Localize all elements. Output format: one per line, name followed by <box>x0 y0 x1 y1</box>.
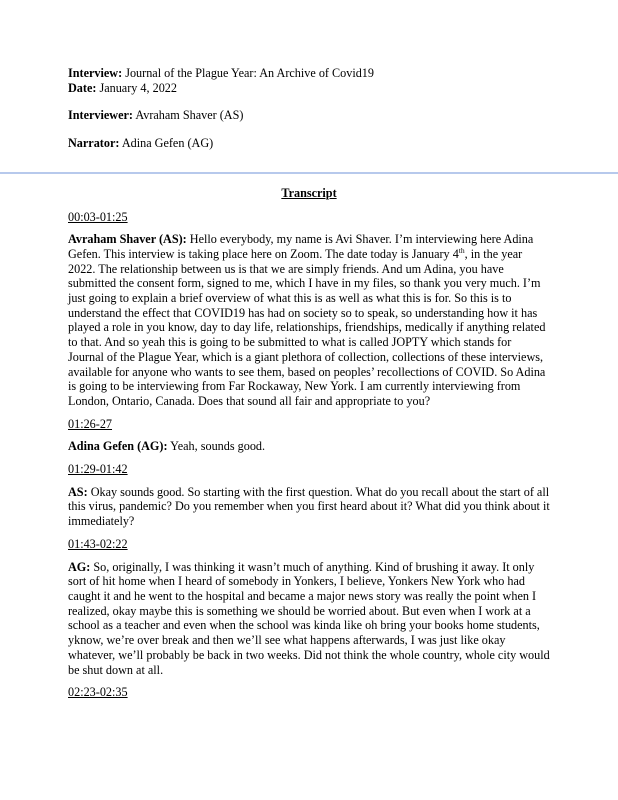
timestamp <box>68 685 550 700</box>
speech-text: Hello everybody, my name is Avi Shaver. I’m interviewing here Adina Gefen. This interview is taking place here on Zoom. The date today is January 4 <box>68 232 534 261</box>
timestamp-text: 02:23-02:35 <box>68 685 128 700</box>
transcript-entries <box>68 210 550 700</box>
speaker-label: Avraham Shaver (AS): <box>68 232 187 247</box>
speaker-label: AS: <box>68 484 88 499</box>
speaker-label: AG: <box>68 559 91 574</box>
speech-text: Yeah, sounds good. <box>170 439 266 454</box>
narrator-line <box>68 136 550 151</box>
timestamp <box>68 537 550 552</box>
speech-text: So, originally, I was thinking it wasn’t much of anything. Kind of brushing it away. It only sort of hit home when I heard of somebody in Yonkers, I believe, Yonkers New York who had caught it and he went to the hospital and became a major news story was really the point when I realized, okay maybe this is something we should be worried about. But even when I work at a school as a teacher and even when the school was kinda like oh bring your books home students, yknow, we’re over break and then we’ll see what happens afterwards, I was just like okay whatever, we’ll probably be back in two weeks. Did not think the whole country, whole city would be shut down at all. <box>68 559 550 677</box>
superscript-text: th <box>458 245 465 255</box>
transcript-paragraph <box>68 232 550 408</box>
timestamp-text: 01:26-27 <box>68 416 113 431</box>
timestamp <box>68 417 550 432</box>
speaker-label: Adina Gefen (AG): <box>68 439 168 454</box>
date-value: January 4, 2022 <box>99 80 177 95</box>
timestamp <box>68 462 550 477</box>
timestamp-text: 01:43-02:22 <box>68 536 128 551</box>
interviewer-line <box>68 108 550 123</box>
narrator-value: Adina Gefen (AG) <box>121 136 214 151</box>
speech-text: Okay sounds good. So starting with the first question. What do you recall about the start of all this virus, pandemic? Do you remember when you first heard about it? What did you think about it immediately? <box>68 484 550 529</box>
transcript-paragraph <box>68 439 550 454</box>
interviewer-value: Avraham Shaver (AS) <box>135 108 244 123</box>
timestamp-text: 01:29-01:42 <box>68 462 128 477</box>
interview-value: Journal of the Plague Year: An Archive of Covid19 <box>125 66 374 80</box>
narrator-label: Narrator: <box>68 136 120 151</box>
timestamp-text: 00:03-01:25 <box>68 209 128 224</box>
interview-date-lines <box>68 66 550 95</box>
interviewer-label: Interviewer: <box>68 108 133 123</box>
header-rule <box>0 172 618 174</box>
document-header <box>68 66 550 151</box>
transcript-paragraph <box>68 560 550 678</box>
date-label: Date: <box>68 80 97 95</box>
timestamp <box>68 210 550 225</box>
interview-label: Interview: <box>68 66 123 80</box>
transcript-paragraph <box>68 485 550 529</box>
transcript-title: Transcript <box>281 185 337 200</box>
speech-text: , in the year 2022. The relationship between us is that we are simply friends. And um Adina, you have submitted the consent form, signed to me, which I have in my files, so thank you very much. I’m just going to explain a brief overview of what this is as well as what this is for. So this is to understand the effect that COVID19 has had on society so to speak, so understanding how it has played a role in you know, day to day life, relationships, friendships, medically if anything related to that. And so yeah this is going to be submitted to what is called JOPTY which stands for Journal of the Plague Year, which is a giant plethora of collection, collections of these interviews, available for anyone who wants to see them, based on peoples’ recollections of COVID. So Adina is going to be interviewing from Far Rockaway, New York. I am currently interviewing from London, Ontario, Canada. Does that sound all fair and appropriate to you? <box>68 246 546 408</box>
